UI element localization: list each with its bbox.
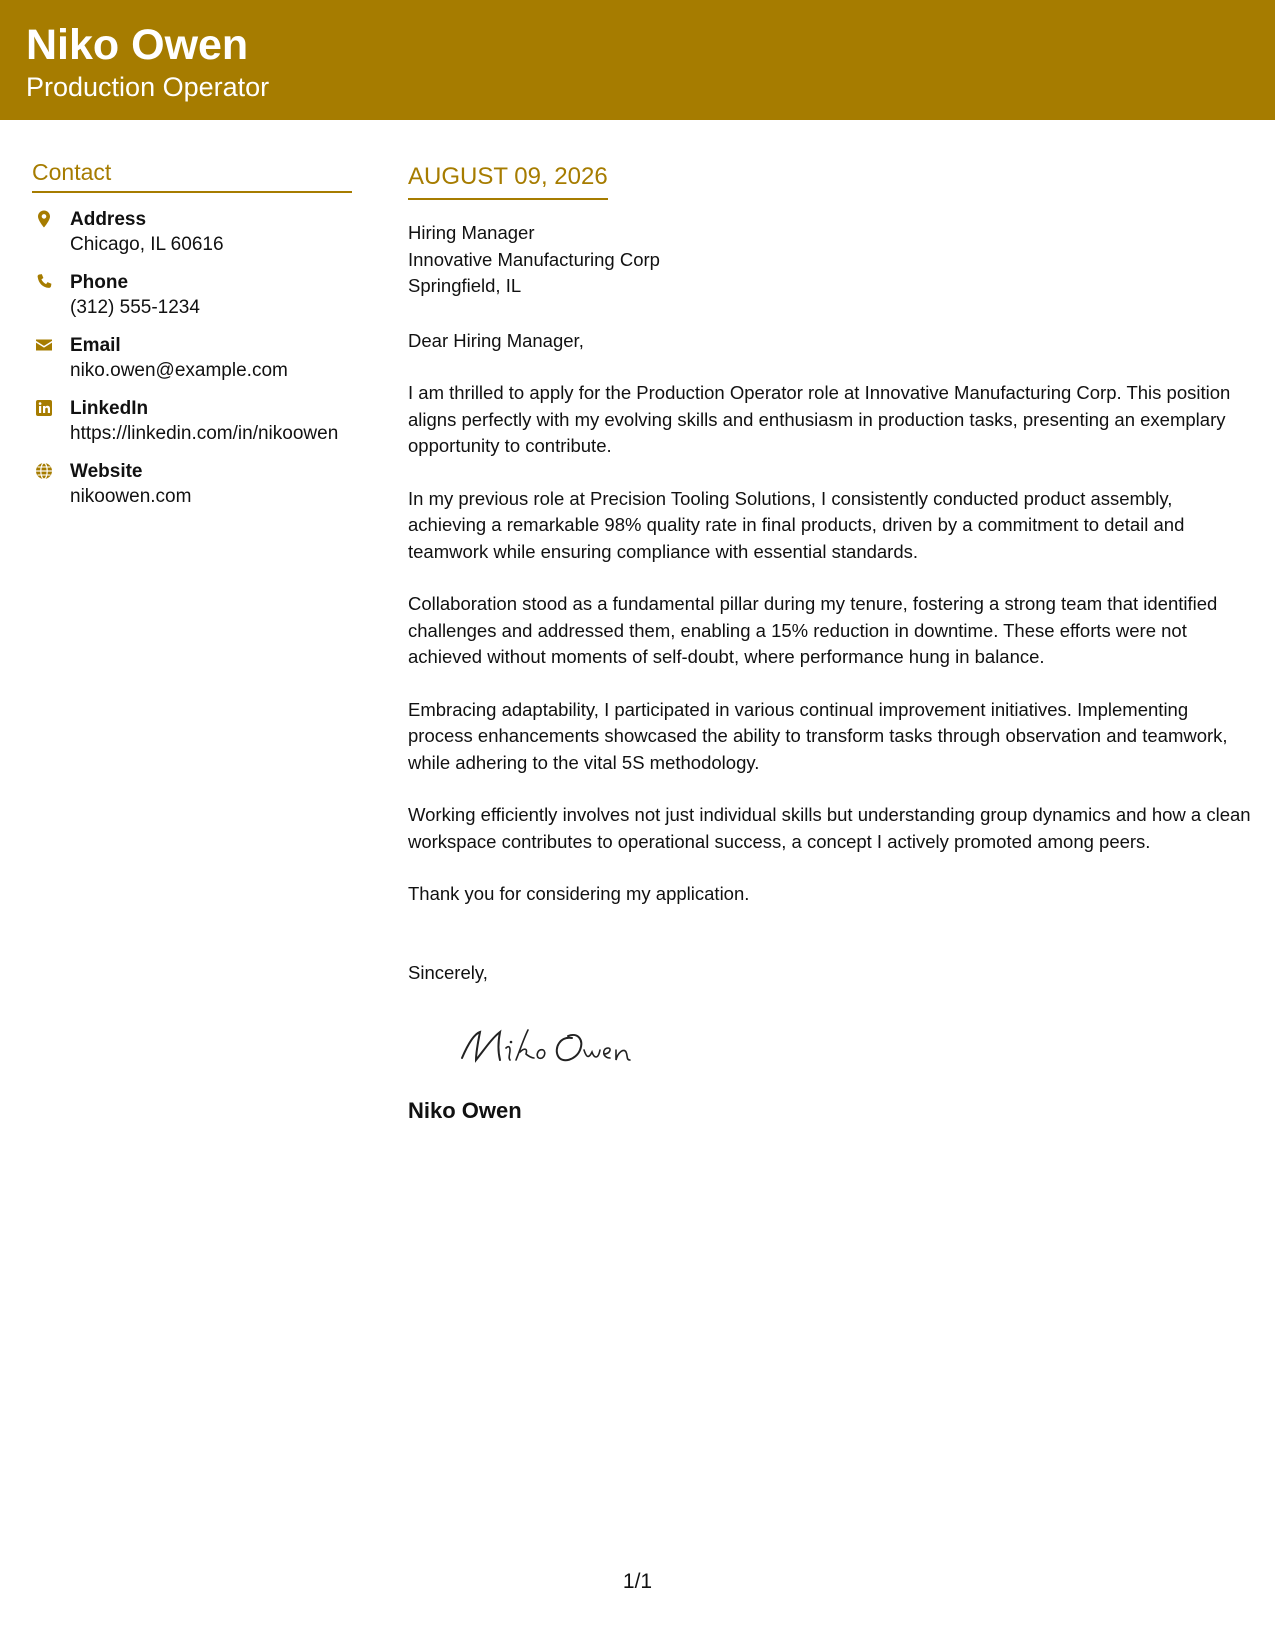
contact-item-phone xyxy=(32,270,352,320)
closing: Sincerely, xyxy=(408,961,488,983)
signature-image xyxy=(454,1016,654,1076)
job-title: Production Operator xyxy=(26,72,270,102)
address-label: Address xyxy=(70,209,147,231)
letter-date: AUGUST 09, 2026 xyxy=(408,164,608,200)
recipient-line: Hiring Manager xyxy=(408,222,535,244)
contact-sidebar xyxy=(32,160,352,522)
header-banner xyxy=(0,0,1275,120)
letter-paragraph: Thank you for considering my application. xyxy=(408,883,750,905)
recipient-block xyxy=(408,220,1253,300)
map-pin-icon xyxy=(34,209,54,229)
letter-paragraph: Collaboration stood as a fundamental pillar during my tenure, fostering a strong team that identified challenges and addressed them, enabling a 15% reduction in downtime. These efforts were not achieved without moments of self-doubt, where performance hung in balance. xyxy=(408,593,1218,668)
website-value[interactable]: nikoowen.com xyxy=(70,486,192,508)
address-value: Chicago, IL 60616 xyxy=(70,234,224,256)
globe-icon xyxy=(34,461,54,481)
website-label: Website xyxy=(70,461,143,483)
contact-item-email xyxy=(32,333,352,383)
envelope-icon xyxy=(34,335,54,355)
letter-paragraph: I am thrilled to apply for the Production Operator role at Innovative Manufacturing Corp. This position aligns perfectly with my evolving skills and enthusiasm in production tasks, presenting an exemplary opportunity to contribute. xyxy=(408,382,1231,457)
letter-body xyxy=(408,164,1253,1124)
contact-section-title: Contact xyxy=(32,160,352,193)
letter-paragraph: Working efficiently involves not just individual skills but understanding group dynamics and how a clean workspace contributes to operational success, a concept I actively promoted among peers. xyxy=(408,804,1251,852)
contact-item-linkedin xyxy=(32,396,352,446)
linkedin-value[interactable]: https://linkedin.com/in/nikoowen xyxy=(70,423,339,445)
candidate-name: Niko Owen xyxy=(26,21,249,69)
salutation: Dear Hiring Manager, xyxy=(408,329,584,351)
contact-item-website xyxy=(32,459,352,509)
recipient-line: Innovative Manufacturing Corp xyxy=(408,248,660,270)
linkedin-icon xyxy=(34,398,54,418)
recipient-line: Springfield, IL xyxy=(408,275,522,297)
page-number: 1/1 xyxy=(622,1570,653,1593)
phone-value: (312) 555-1234 xyxy=(70,297,200,319)
phone-icon xyxy=(34,272,54,292)
signer-name: Niko Owen xyxy=(408,1098,522,1124)
email-label: Email xyxy=(70,335,121,357)
letter-paragraph: Embracing adaptability, I participated in various continual improvement initiatives. Implementing process enhancements showcased the ability to transform tasks through observation and teamwork, while adhering to the vital 5S methodology. xyxy=(408,698,1228,773)
contact-item-address xyxy=(32,207,352,257)
phone-label: Phone xyxy=(70,272,129,294)
email-value: niko.owen@example.com xyxy=(70,360,288,382)
letter-paragraph: In my previous role at Precision Tooling Solutions, I consistently conducted product assembly, achieving a remarkable 98% quality rate in final products, driven by a commitment to detail and teamwork while ensuring compliance with essential standards. xyxy=(408,487,1185,562)
linkedin-label: LinkedIn xyxy=(70,398,149,420)
contact-list xyxy=(32,207,352,509)
